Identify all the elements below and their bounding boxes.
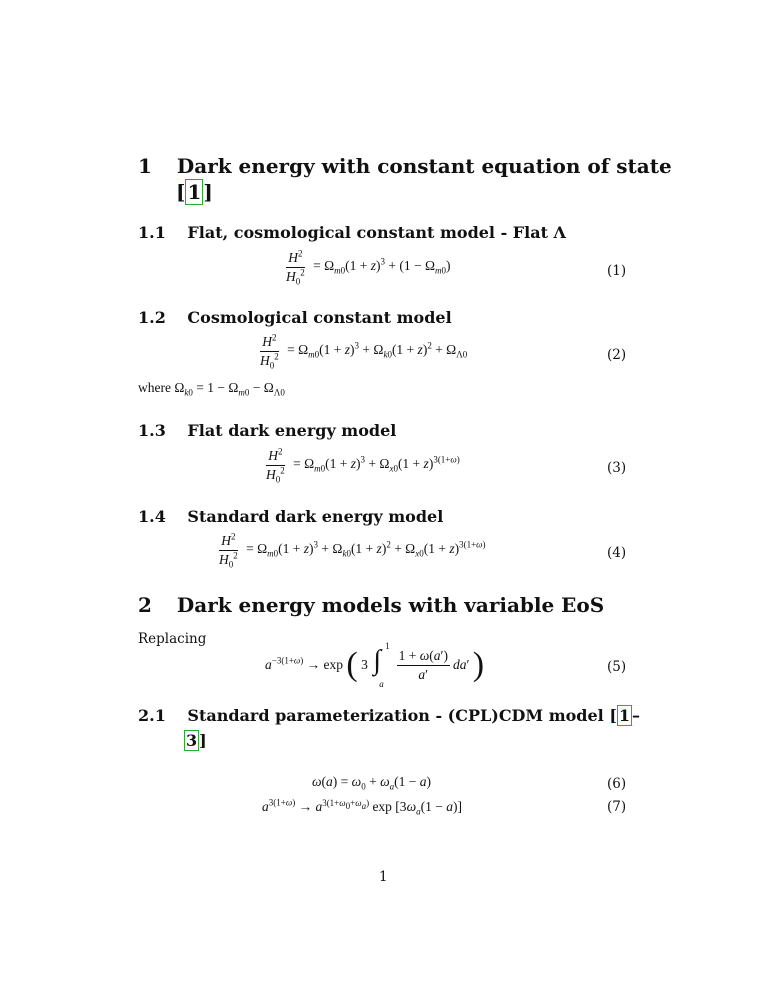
subsection-1-1-heading [138, 223, 566, 242]
fraction: $\frac{H^2}{H_0^2}$ [219, 531, 238, 570]
equation-2 [258, 332, 468, 371]
section-2-heading [138, 593, 604, 617]
subsection-number: 2.1 [138, 706, 166, 725]
equation-3 [264, 446, 460, 485]
equation-5: $a^{-3(1+\omega)} \to \exp$ ( 3 ∫ 1 a $\frac{1 + \omega(a')}{a'}$ da′ ) [265, 641, 485, 689]
subsection-2-1-citation-cont: 3 ] [186, 731, 207, 750]
equation-number: (3) [607, 460, 627, 476]
left-paren: ( [346, 646, 358, 683]
section-1-citation: [ 1 ] [176, 180, 213, 204]
subsection-1-4-heading [138, 507, 443, 526]
fraction: $\frac{H^2}{H_0^2}$ [260, 332, 279, 371]
subsection-1-3-heading [138, 421, 396, 440]
integrand-fraction: $\frac{1 + \omega(a')}{a'}$ [398, 647, 448, 682]
equation-rhs: = $\Omega_{m0}(1 + z)^3 + \Omega_{x0}(1 + z)^{3(1+\omega)}$ [293, 454, 460, 474]
subsection-1-2-heading [138, 308, 452, 327]
equation-7: $a^{3(1+\omega)} \to a^{3(1+\omega_0+\omega_a)}$ $\exp [3\omega_a(1 - a)]$ [262, 797, 462, 817]
subsection-title: Standard parameterization - (CPL)CDM model [ 1 – [187, 706, 641, 725]
equation-number: (2) [607, 347, 627, 363]
section-title: Dark energy models with variable EoS [176, 593, 605, 617]
where-clause: where $\Omega_{k0} = 1 - \Omega_{m0} - \Omega_{\Lambda 0}$ [138, 380, 285, 398]
section-number: 1 [138, 154, 152, 178]
equation-number: (1) [607, 263, 627, 279]
fraction: $\frac{H^2}{H_0^2}$ [286, 248, 305, 287]
subsection-title: Flat, cosmological constant model - Flat Λ [187, 223, 566, 242]
subsection-title: Cosmological constant model [187, 308, 452, 327]
equation-rhs: = $\Omega_{m0}(1 + z)^3 + \Omega_{k0}(1 + z)^2 + \Omega_{x0}(1 + z)^{3(1+\omega)}$ [246, 539, 486, 559]
subsection-number: 1.3 [138, 421, 166, 440]
equation-rhs: = $\Omega_{m0}(1 + z)^3 + \Omega_{k0}(1 + z)^2 + \Omega_{\Lambda 0}$ [287, 340, 468, 360]
replacing-text: Replacing [138, 631, 207, 647]
section-1-heading [138, 154, 672, 178]
equation-4 [217, 531, 486, 570]
right-paren: ) [472, 646, 485, 683]
section-title: Dark energy with constant equation of state [176, 154, 672, 178]
subsection-2-1-heading [138, 706, 640, 725]
subsection-title: Flat dark energy model [187, 421, 397, 440]
equation-6: $\omega(a) = \omega_0 + \omega_a(1 - a)$ [312, 774, 431, 792]
citation-link[interactable]: 1 [187, 180, 202, 204]
citation-link[interactable]: 3 [186, 731, 198, 750]
subsection-number: 1.4 [138, 507, 166, 526]
integral-sign: ∫ 1 a [373, 641, 390, 689]
equation-number: (6) [607, 776, 627, 792]
section-number: 2 [138, 593, 152, 617]
equation-1 [284, 248, 451, 287]
equation-number: (5) [607, 659, 627, 675]
fraction: $\frac{H^2}{H_0^2}$ [266, 446, 285, 485]
citation-link[interactable]: 1 [618, 706, 631, 725]
page-number: 1 [379, 869, 388, 885]
subsection-number: 1.1 [138, 223, 166, 242]
subsection-title: Standard dark energy model [187, 507, 444, 526]
equation-number: (7) [607, 799, 627, 815]
subsection-number: 1.2 [138, 308, 166, 327]
equation-number: (4) [607, 545, 627, 561]
equation-rhs: = $\Omega_{m0}(1 + z)^3 + (1 - \Omega_{m0})$ [313, 256, 451, 276]
